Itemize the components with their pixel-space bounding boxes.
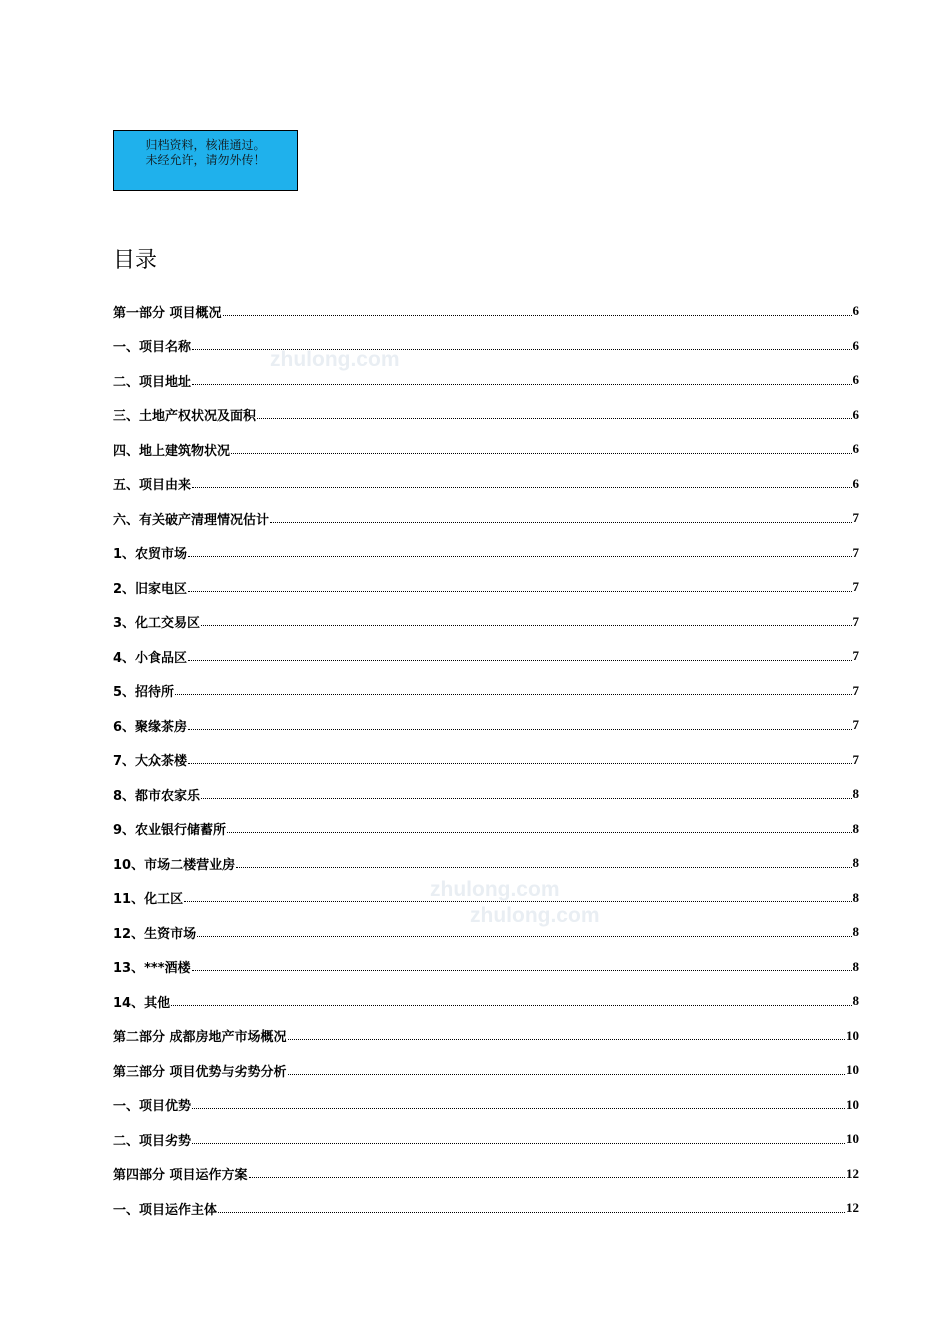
archive-notice-box bbox=[113, 130, 298, 191]
toc-entry-label: 第四部分 项目运作方案 bbox=[113, 1168, 248, 1184]
toc-entry-page-number: 8 bbox=[852, 786, 859, 802]
toc-entry-label: 第二部分 成都房地产市场概况 bbox=[113, 1030, 287, 1046]
toc-entry-label: 一、项目运作主体 bbox=[113, 1202, 218, 1218]
toc-entry-page-number: 8 bbox=[852, 855, 859, 871]
toc-entry-page-number: 12 bbox=[846, 1165, 859, 1181]
toc-dot-leader bbox=[188, 729, 851, 730]
toc-entry-page-number: 6 bbox=[852, 475, 859, 491]
toc-entry-page-number: 6 bbox=[852, 337, 859, 353]
toc-dot-leader bbox=[257, 418, 851, 419]
toc-dot-leader bbox=[231, 453, 851, 454]
watermark-text: zhulong.com bbox=[470, 904, 600, 927]
toc-entry[interactable] bbox=[113, 467, 859, 502]
toc-entry[interactable] bbox=[113, 708, 859, 743]
toc-entry[interactable] bbox=[113, 1088, 859, 1123]
toc-entry-label: 四、地上建筑物状况 bbox=[113, 443, 231, 459]
toc-entry-label: 5、招待所 bbox=[113, 685, 175, 701]
toc-dot-leader bbox=[171, 1005, 851, 1006]
toc-entry-label: 3、化工交易区 bbox=[113, 616, 201, 632]
toc-dot-leader bbox=[288, 1074, 845, 1075]
toc-entry[interactable] bbox=[113, 812, 859, 847]
toc-entry-label: 12、生资市场 bbox=[113, 926, 197, 942]
toc-entry[interactable] bbox=[113, 1053, 859, 1088]
toc-entry-page-number: 8 bbox=[852, 889, 859, 905]
toc-entry-label: 14、其他 bbox=[113, 995, 171, 1011]
toc-entry-label: 7、大众茶楼 bbox=[113, 754, 188, 770]
toc-entry-page-number: 7 bbox=[852, 544, 859, 560]
toc-entry-page-number: 6 bbox=[852, 303, 859, 319]
toc-dot-leader bbox=[236, 867, 851, 868]
toc-entry-page-number: 10 bbox=[846, 1027, 859, 1043]
archive-notice-line-1: 归档资料，核准通过。 bbox=[145, 138, 266, 152]
toc-dot-leader bbox=[288, 1039, 845, 1040]
toc-entry-page-number: 8 bbox=[852, 924, 859, 940]
toc-dot-leader bbox=[201, 625, 851, 626]
toc-entry-page-number: 7 bbox=[852, 613, 859, 629]
toc-dot-leader bbox=[188, 591, 851, 592]
toc-entry-page-number: 8 bbox=[852, 820, 859, 836]
toc-dot-leader bbox=[192, 487, 851, 488]
toc-entry[interactable] bbox=[113, 605, 859, 640]
toc-entry-page-number: 10 bbox=[846, 1131, 859, 1147]
toc-dot-leader bbox=[175, 694, 851, 695]
toc-dot-leader bbox=[192, 1108, 845, 1109]
toc-entry-page-number: 6 bbox=[852, 372, 859, 388]
toc-entry[interactable] bbox=[113, 1157, 859, 1192]
toc-entry-label: 2、旧家电区 bbox=[113, 581, 188, 597]
toc-entry[interactable] bbox=[113, 501, 859, 536]
toc-entry-page-number: 7 bbox=[852, 648, 859, 664]
watermark-text: zhulong.com bbox=[270, 348, 400, 371]
toc-dot-leader bbox=[188, 556, 851, 557]
toc-entry-label: 五、项目由来 bbox=[113, 478, 192, 494]
toc-dot-leader bbox=[197, 936, 851, 937]
toc-entry[interactable] bbox=[113, 329, 859, 364]
toc-dot-leader bbox=[192, 1143, 845, 1144]
toc-entry-label: 9、农业银行储蓄所 bbox=[113, 823, 227, 839]
toc-entry[interactable] bbox=[113, 1019, 859, 1054]
toc-entry[interactable] bbox=[113, 915, 859, 950]
toc-entry[interactable] bbox=[113, 743, 859, 778]
toc-dot-leader bbox=[188, 763, 851, 764]
toc-entry-label: 六、有关破产清理情况估计 bbox=[113, 512, 270, 528]
toc-entry[interactable] bbox=[113, 398, 859, 433]
toc-entry-label: 4、小食品区 bbox=[113, 650, 188, 666]
toc-entry[interactable] bbox=[113, 881, 859, 916]
toc-dot-leader bbox=[192, 970, 852, 971]
toc-entry-label: 10、市场二楼营业房 bbox=[113, 857, 236, 873]
toc-entry[interactable] bbox=[113, 639, 859, 674]
toc-entry-label: 1、农贸市场 bbox=[113, 547, 188, 563]
toc-entry-label: 二、项目地址 bbox=[113, 374, 192, 390]
toc-dot-leader bbox=[188, 660, 851, 661]
toc-entry-label: 二、项目劣势 bbox=[113, 1133, 192, 1149]
archive-notice-line-2: 未经允许，请勿外传！ bbox=[145, 153, 266, 167]
toc-dot-leader bbox=[201, 798, 851, 799]
toc-dot-leader bbox=[192, 384, 851, 385]
toc-entry[interactable] bbox=[113, 846, 859, 881]
toc-entry-label: 8、都市农家乐 bbox=[113, 788, 201, 804]
toc-entry-label: 一、项目名称 bbox=[113, 340, 192, 356]
toc-dot-leader bbox=[218, 1212, 845, 1213]
toc-entry-label: 第三部分 项目优势与劣势分析 bbox=[113, 1064, 287, 1080]
toc-entry[interactable] bbox=[113, 570, 859, 605]
toc-entry[interactable] bbox=[113, 1122, 859, 1157]
toc-entry[interactable] bbox=[113, 984, 859, 1019]
toc-entry-label: 一、项目优势 bbox=[113, 1099, 192, 1115]
toc-entry-label: 11、化工区 bbox=[113, 892, 184, 908]
toc-entry[interactable] bbox=[113, 363, 859, 398]
toc-entry-page-number: 7 bbox=[852, 510, 859, 526]
toc-entry-page-number: 6 bbox=[852, 406, 859, 422]
toc-dot-leader bbox=[227, 832, 851, 833]
toc-dot-leader bbox=[192, 349, 851, 350]
table-of-contents bbox=[113, 294, 859, 1226]
toc-entry-page-number: 7 bbox=[852, 717, 859, 733]
toc-entry-page-number: 10 bbox=[846, 1096, 859, 1112]
toc-entry[interactable] bbox=[113, 777, 859, 812]
toc-title: 目录 bbox=[113, 248, 158, 273]
toc-entry[interactable] bbox=[113, 1191, 859, 1226]
toc-entry-label: 第一部分 项目概况 bbox=[113, 305, 222, 321]
toc-entry-page-number: 12 bbox=[846, 1200, 859, 1216]
toc-entry[interactable] bbox=[113, 294, 859, 329]
toc-entry-page-number: 7 bbox=[852, 682, 859, 698]
toc-entry-page-number: 8 bbox=[852, 958, 859, 974]
toc-entry-label: 13、***酒楼 bbox=[113, 961, 191, 977]
toc-entry[interactable] bbox=[113, 950, 859, 985]
toc-entry-label: 6、聚缘茶房 bbox=[113, 719, 188, 735]
toc-dot-leader bbox=[184, 901, 851, 902]
toc-entry-label: 三、土地产权状况及面积 bbox=[113, 409, 257, 425]
toc-entry[interactable] bbox=[113, 674, 859, 709]
toc-entry[interactable] bbox=[113, 432, 859, 467]
toc-dot-leader bbox=[223, 315, 852, 316]
toc-entry-page-number: 7 bbox=[852, 579, 859, 595]
toc-entry-page-number: 7 bbox=[852, 751, 859, 767]
toc-dot-leader bbox=[249, 1177, 845, 1178]
toc-entry[interactable] bbox=[113, 536, 859, 571]
toc-dot-leader bbox=[270, 522, 851, 523]
toc-entry-page-number: 8 bbox=[852, 993, 859, 1009]
toc-entry-page-number: 6 bbox=[852, 441, 859, 457]
toc-entry-page-number: 10 bbox=[846, 1062, 859, 1078]
watermark-text: zhulong.com bbox=[430, 878, 560, 901]
